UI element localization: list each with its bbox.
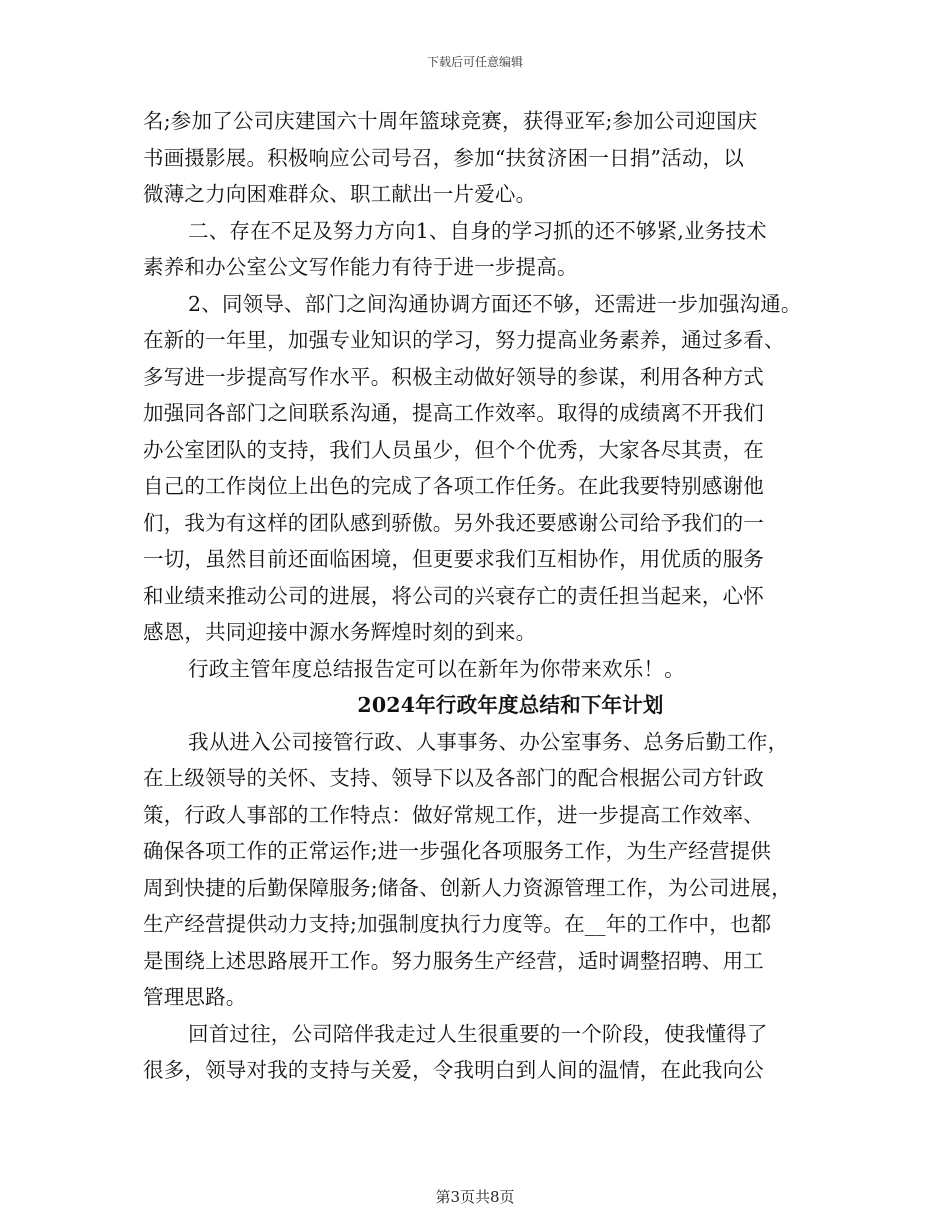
text-line: 办公室团队的支持，我们人员虽少，但个个优秀，大家各尽其责，在 [143, 437, 764, 462]
page-header: 下载后可任意编辑 [426, 55, 523, 69]
text-line: 周到快捷的后勤保障服务;储备、创新人力资源管理工作，为公司进展， [143, 875, 792, 900]
text-line: 回首过往，公司陪伴我走过人生很重要的一个阶段，使我懂得了 [188, 1021, 768, 1046]
text-line: 多写进一步提高写作水平。积极主动做好领导的参谋，利用各种方式 [143, 364, 764, 389]
text-line: 2、同领导、部门之间沟通协调方面还不够，还需进一步加强沟通。 [188, 291, 802, 316]
text-line: 感恩，共同迎接中源水务辉煌时刻的到来。 [143, 620, 537, 644]
text-line: 管理思路。 [143, 985, 247, 1009]
text-line: 策，行政人事部的工作特点：做好常规工作，进一步提高工作效率、 [143, 802, 764, 827]
text-line: 行政主管年度总结报告定可以在新年为你带来欢乐！。 [188, 656, 685, 681]
text-line: 二、存在不足及努力方向1、自身的学习抓的还不够紧,业务技术 [188, 218, 767, 243]
text-line: 素养和办公室公文写作能力有待于进一步提高。 [143, 255, 578, 279]
section-title: 2024年行政年度总结和下年计划 [357, 693, 664, 717]
text-line: 在新的一年里，加强专业知识的学习，努力提高业务素养，通过多看、 [143, 328, 785, 352]
text-line: 很多，领导对我的支持与关爱，令我明白到人间的温情，在此我向公 [143, 1058, 764, 1082]
text-line: 是围绕上述思路展开工作。努力服务生产经营，适时调整招聘、用工 [143, 948, 764, 973]
text-line: 微薄之力向困难群众、职工献出一片爱心。 [143, 182, 537, 206]
text-line: 在上级领导的关怀、支持、领导下以及各部门的配合根据公司方针政 [143, 766, 764, 790]
text-line: 书画摄影展。积极响应公司号召，参加“扶贫济困一日捐”活动，以 [143, 145, 744, 170]
document-body [143, 103, 833, 1089]
text-line: 生产经营提供动力支持;加强制度执行力度等。在__年的工作中，也都 [143, 912, 772, 936]
text-line: 一切，虽然目前还面临困境，但更要求我们互相协作，用优质的服务 [143, 547, 764, 571]
page-footer: 第3页共8页 [435, 1188, 515, 1206]
text-line: 确保各项工作的正常运作;进一步强化各项服务工作，为生产经营提供 [143, 839, 772, 863]
text-line: 名;参加了公司庆建国六十周年篮球竞赛，获得亚军;参加公司迎国庆 [143, 109, 758, 133]
text-line: 加强同各部门之间联系沟通，提高工作效率。取得的成绩离不开我们 [143, 401, 764, 425]
text-line: 自己的工作岗位上出色的完成了各项工作任务。在此我要特别感谢他 [143, 474, 764, 498]
text-line: 我从进入公司接管行政、人事事务、办公室事务、总务后勤工作， [188, 729, 789, 754]
text-line: 和业绩来推动公司的进展，将公司的兴衰存亡的责任担当起来，心怀 [143, 583, 764, 608]
text-line: 们，我为有这样的团队感到骄傲。另外我还要感谢公司给予我们的一 [143, 510, 764, 535]
